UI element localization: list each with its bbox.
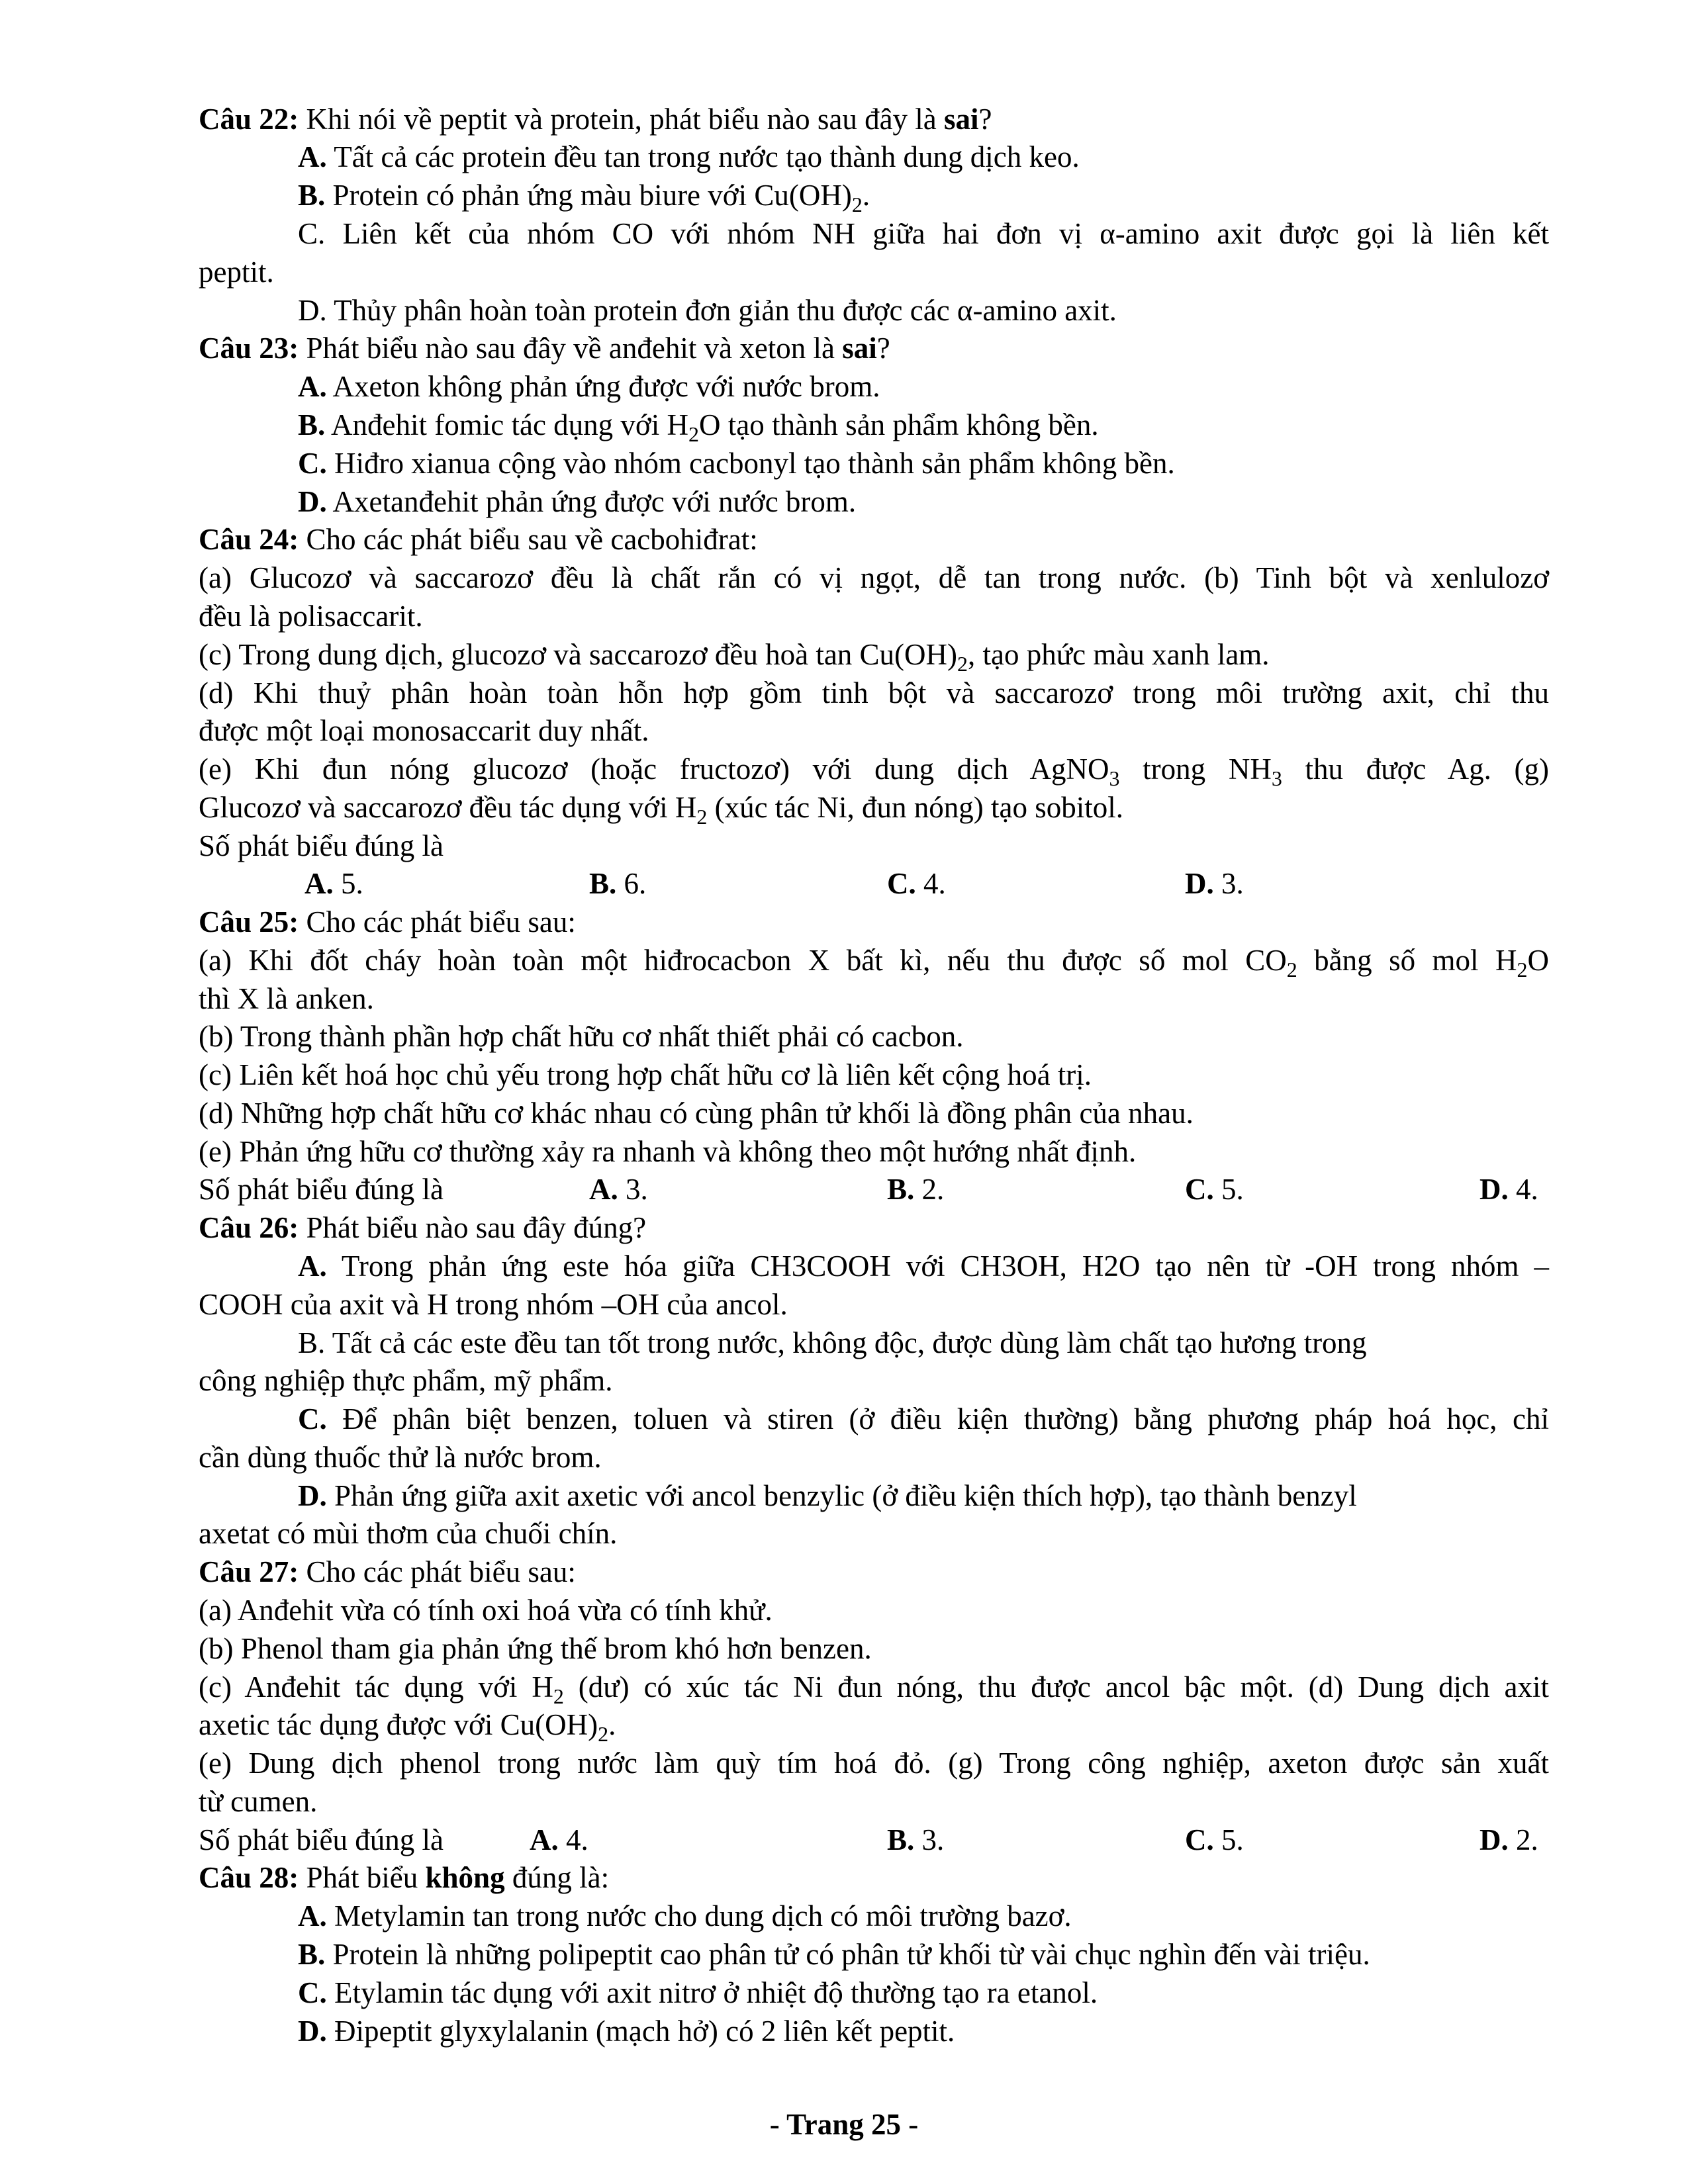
q24-stem: Câu 24: Cho các phát biểu sau về cacbohiđrat: (199, 523, 758, 556)
q25-statement-line: (a) Khi đốt cháy hoàn toàn một hiđrocacbon X bất kì, nếu thu được số mol $CO_2$ bằng số mol $H_2O$ (199, 944, 1549, 981)
q27-question: Số phát biểu đúng là (199, 1823, 444, 1856)
q26-option-b: B. Tất cả các este đều tan tốt trong nước, không độc, được dùng làm chất tạo hương trong (298, 1326, 1367, 1359)
q24-question: Số phát biểu đúng là (199, 829, 444, 862)
q26-option-a: A. Trong phản ứng este hóa giữa CH3COOH với CH3OH, H2O tạo nên từ -OH trong nhóm – (298, 1250, 1550, 1283)
q28-option-c: C. Etylamin tác dụng với axit nitrơ ở nhiệt độ thường tạo ra etanol. (298, 1976, 1098, 2009)
q28-option-a: A. Metylamin tan trong nước cho dung dịch có môi trường bazơ. (298, 1899, 1072, 1933)
q25-statement-line: (b) Trong thành phần hợp chất hữu cơ nhất thiết phải có cacbon. (199, 1020, 964, 1053)
q27-stem: Câu 27: Cho các phát biểu sau: (199, 1555, 576, 1588)
q27-answer-b: B. 3. (887, 1823, 945, 1856)
q27-answer-c: C. 5. (1185, 1823, 1244, 1856)
q28-option-b: B. Protein là những polipeptit cao phân tử có phân tử khối từ vài chục nghìn đến vài triệu. (298, 1938, 1370, 1971)
q24-statement-line: (a) Glucozơ và saccarozơ đều là chất rắn có vị ngọt, dễ tan trong nước. (b) Tinh bột và xenlulozơ (199, 561, 1549, 594)
q24-answer-a: A. 5. (305, 867, 363, 900)
q26-stem: Câu 26: Phát biểu nào sau đây đúng? (199, 1211, 647, 1244)
q25-answer-row (0, 1170, 1688, 1208)
q24-statement-line: được một loại monosaccarit duy nhất. (199, 714, 649, 747)
q25-question: Số phát biểu đúng là (199, 1173, 444, 1206)
q25-answer-b: B. 2. (887, 1173, 945, 1206)
q22-option-b: B. Protein có phản ứng màu biure với $Cu(OH)_2$. (298, 179, 870, 216)
q27-statement-line: từ cumen. (199, 1785, 318, 1818)
q26-option-c-cont: cần dùng thuốc thử là nước brom. (199, 1441, 602, 1474)
q27-statement-line: (c) Anđehit tác dụng với $H_2$ (dư) có xúc tác Ni đun nóng, thu được ancol bậc một. (d) Dung dịch axit (199, 1670, 1549, 1708)
q25-statement-line: (e) Phản ứng hữu cơ thường xảy ra nhanh và không theo một hướng nhất định. (199, 1135, 1137, 1168)
q23-option-c: C. Hiđro xianua cộng vào nhóm cacbonyl tạo thành sản phẩm không bền. (298, 447, 1175, 480)
q27-statement-line: (e) Dung dịch phenol trong nước làm quỳ tím hoá đỏ. (g) Trong công nghiệp, axeton được sản xuất (199, 1747, 1549, 1780)
q26-option-b-cont: công nghiệp thực phẩm, mỹ phẩm. (199, 1364, 613, 1397)
q23-option-d: D. Axetanđehit phản ứng được với nước brom. (298, 485, 857, 518)
q22-option-a: A. Tất cả các protein đều tan trong nước tạo thành dung dịch keo. (298, 140, 1080, 173)
q27-answer-a: A. 4. (530, 1823, 588, 1856)
q26-number: Câu 26: (199, 1211, 299, 1244)
q25-number: Câu 25: (199, 905, 299, 938)
q28-stem: Câu 28: Phát biểu không đúng là: (199, 1861, 610, 1894)
q25-statement-line: (d) Những hợp chất hữu cơ khác nhau có cùng phân tử khối là đồng phân của nhau. (199, 1097, 1194, 1130)
q28-number: Câu 28: (199, 1861, 299, 1894)
q25-statement-line: thì X là anken. (199, 982, 374, 1015)
q27-answer-d: D. 2. (1479, 1823, 1538, 1856)
q22-option-d: D. Thủy phân hoàn toàn protein đơn giản thu được các α-amino axit. (298, 294, 1117, 327)
q23-number: Câu 23: (199, 332, 299, 365)
q23-option-b: B. Anđehit fomic tác dụng với $H_2O$ tạo thành sản phẩm không bền. (298, 408, 1099, 446)
q24-answer-row (0, 864, 1688, 903)
q25-stem: Câu 25: Cho các phát biểu sau: (199, 905, 576, 938)
q22-option-c: C. Liên kết của nhóm CO với nhóm NH giữa hai đơn vị α-amino axit được gọi là liên kết (298, 217, 1549, 250)
q22-option-c-cont: peptit. (199, 255, 274, 289)
q22-stem: Câu 22: Khi nói về peptit và protein, phát biểu nào sau đây là sai? (199, 103, 992, 136)
q27-statement-line: (a) Anđehit vừa có tính oxi hoá vừa có tính khử. (199, 1594, 773, 1627)
q24-answer-c: C. 4. (887, 867, 946, 900)
q24-statement-line: (e) Khi đun nóng glucozơ (hoặc fructozơ) với dung dịch AgNO$_3$ trong $NH_3$ thu được Ag. (g) (199, 752, 1549, 790)
q25-answer-c: C. 5. (1185, 1173, 1244, 1206)
q28-option-d: D. Đipeptit glyxylalanin (mạch hở) có 2 liên kết peptit. (298, 2015, 955, 2048)
q26-option-c: C. Để phân biệt benzen, toluen và stiren (ở điều kiện thường) bằng phương pháp hoá học, chỉ (298, 1402, 1550, 1435)
q25-answer-a: A. 3. (589, 1173, 648, 1206)
q26-option-a-cont: COOH của axit và H trong nhóm –OH của ancol. (199, 1288, 788, 1321)
q26-option-d-cont: axetat có mùi thơm của chuối chín. (199, 1517, 618, 1550)
page-number: - Trang 25 - (769, 2108, 919, 2141)
q24-number: Câu 24: (199, 523, 299, 556)
q24-statement-line: Glucozơ và saccarozơ đều tác dụng với $H_2$ (xúc tác Ni, đun nóng) tạo sobitol. (199, 791, 1123, 829)
q27-statement-line: axetic tác dụng được với $Cu(OH)_2$. (199, 1708, 616, 1746)
q22-number: Câu 22: (199, 103, 299, 136)
q23-stem: Câu 23: Phát biểu nào sau đây về anđehit và xeton là sai? (199, 332, 890, 365)
q27-number: Câu 27: (199, 1555, 299, 1588)
q24-answer-b: B. 6. (589, 867, 647, 900)
q27-answer-row (0, 1821, 1688, 1859)
q24-answer-d: D. 3. (1185, 867, 1244, 900)
q27-statement-line: (b) Phenol tham gia phản ứng thế brom khó hơn benzen. (199, 1632, 872, 1665)
q24-statement-line: (d) Khi thuỷ phân hoàn toàn hỗn hợp gồm tinh bột và saccarozơ trong môi trường axit, chỉ thu (199, 676, 1549, 709)
q25-answer-d: D. 4. (1479, 1173, 1538, 1206)
q24-statement-line: đều là polisaccarit. (199, 600, 423, 633)
q23-option-a: A. Axeton không phản ứng được với nước brom. (298, 370, 880, 403)
q26-option-d: D. Phản ứng giữa axit axetic với ancol benzylic (ở điều kiện thích hợp), tạo thành benzyl (298, 1479, 1357, 1512)
q25-statement-line: (c) Liên kết hoá học chủ yếu trong hợp chất hữu cơ là liên kết cộng hoá trị. (199, 1058, 1092, 1091)
q24-statement-line: (c) Trong dung dịch, glucozơ và saccarozơ đều hoà $\tan Cu(OH)_2$, tạo phức màu xanh lam. (199, 638, 1270, 676)
